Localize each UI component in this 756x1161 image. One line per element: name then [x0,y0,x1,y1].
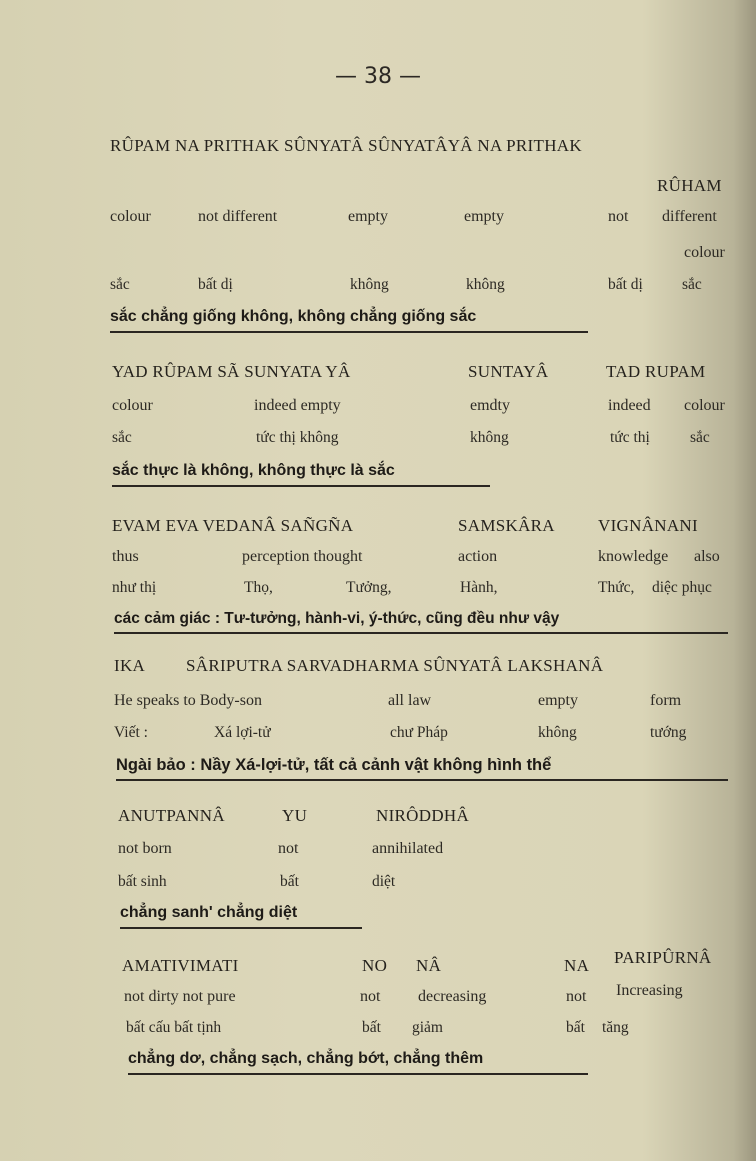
english-gloss-line [0,982,756,1012]
vietnamese-translation: chẳng sanh' chẳng diệt [120,904,298,921]
gloss-word: not [278,840,299,857]
vietnamese-translation: các cảm giác : Tư-tưởng, hành-vi, ý-thức, cũng đều như vậy [114,610,560,627]
gloss-word: Xá lợi-tử [214,724,271,741]
english-gloss-line [0,692,756,716]
gloss-word: colour [684,244,725,261]
sanskrit-line [0,362,756,386]
sanskrit-word: NO [362,956,388,975]
gloss-word: also [694,548,720,565]
gloss-word: tức thị [610,429,650,446]
gloss-word: Tưởng, [346,579,392,596]
gloss-word: bất [280,873,299,890]
gloss-word: Thọ, [244,579,273,596]
gloss-word: action [458,548,498,565]
gloss-word: empty [538,692,578,709]
gloss-word: không [350,276,389,293]
gloss-word: sắc [112,429,132,446]
sanskrit-word: PARIPÛRNÂ [614,948,712,967]
gloss-word: sắc [110,276,130,293]
gloss-word: colour [684,397,725,414]
vietnamese-translation: Ngài bảo : Nầy Xá-lợi-tử, tất cả cảnh vật không hình thể [116,756,552,774]
gloss-word: không [538,724,577,741]
gloss-word: not [566,988,587,1005]
gloss-word: colour [110,208,151,225]
english-gloss-line [0,397,756,421]
gloss-word: Increasing [616,982,683,999]
translation-underline [110,331,588,333]
gloss-word: not [608,208,629,225]
sanskrit-line-continued: RÛHAM [657,176,722,195]
gloss-word: tức thị không [256,429,339,446]
page-number: — 38 — [335,64,421,89]
gloss-word: all law [388,692,432,709]
sanskrit-word: SUNTAYÂ [468,362,549,381]
gloss-word: indeed empty [254,397,341,414]
sanskrit-line: RÛPAM NA PRITHAK SÛNYATÂ SÛNYATÂYÂ NA PRITHAK [110,136,582,155]
gloss-word: not different [198,208,278,225]
vietnamese-translation: sắc thực là không, không thực là sắc [112,462,395,479]
gloss-word: not dirty not pure [124,988,236,1005]
gloss-word: không [470,429,509,446]
vietnamese-translation: chẳng dơ, chẳng sạch, chẳng bớt, chẳng thêm [128,1050,484,1067]
vietnamese-translation: sắc chẳng giống không, không chẳng giống sắc [110,308,477,325]
sanskrit-word: NA [564,956,590,975]
gloss-word: He speaks to Body-son [114,692,262,709]
gloss-word: Hành, [460,579,498,596]
translation-underline [128,1073,588,1075]
gloss-word: sắc [682,276,702,293]
gloss-word: not [360,988,381,1005]
gloss-word: không [466,276,505,293]
sanskrit-word: ANUTPANNÂ [118,806,225,825]
sanskrit-line [0,806,756,830]
vietnamese-gloss-line [0,276,756,300]
gloss-word: knowledge [598,548,669,565]
sanskrit-line [0,948,756,980]
gloss-word: giảm [412,1019,443,1036]
gloss-word: tăng [602,1019,629,1036]
sanskrit-word: TAD RUPAM [606,362,706,381]
gloss-word: Thức, [598,579,635,596]
gloss-word: Viết : [114,724,148,741]
gloss-word: sắc [690,429,710,446]
gloss-word: diệt [372,873,396,890]
gloss-word: thus [112,548,139,565]
gloss-word: not born [118,840,172,857]
gloss-word: bất dị [198,276,233,293]
translation-underline [112,485,490,487]
gloss-word: chư Pháp [390,724,448,741]
sanskrit-word: SÂRIPUTRA SARVADHARMA SÛNYATÂ LAKSHANÂ [186,656,604,675]
translation-underline [120,927,362,929]
vietnamese-gloss-line [0,429,756,453]
gloss-word: bất cấu bất tịnh [126,1019,222,1036]
gloss-word: bất [566,1019,585,1036]
vietnamese-gloss-line [0,724,756,748]
sanskrit-word: VIGNÂNANI [598,516,698,535]
english-gloss-line [0,840,756,864]
sanskrit-word: EVAM EVA VEDANÂ SAÑGÑA [112,516,354,535]
vietnamese-gloss-line [0,1019,756,1043]
gloss-word: colour [112,397,153,414]
sanskrit-word: AMATIVIMATI [122,956,239,975]
gloss-word: empty [348,208,388,225]
vietnamese-gloss-line [0,579,756,603]
gloss-word: emdty [470,397,510,414]
translation-underline [114,632,728,634]
translation-underline [116,779,728,781]
gloss-word: indeed [608,397,651,414]
sanskrit-line [0,516,756,540]
sanskrit-word: YU [282,806,308,825]
vietnamese-gloss-line [0,873,756,897]
sanskrit-word: NÂ [416,956,442,975]
gloss-word: empty [464,208,504,225]
gloss-word: tướng [650,724,687,741]
gloss-word: bất dị [608,276,643,293]
gloss-word: decreasing [418,988,487,1005]
gloss-word: bất sinh [118,873,167,890]
gloss-word: form [650,692,682,709]
gloss-word: diệc phục [652,579,712,596]
gloss-word: annihilated [372,840,444,857]
sanskrit-word: SAMSKÂRA [458,516,555,535]
gloss-word: như thị [112,579,157,596]
sanskrit-word: NIRÔDDHÂ [376,806,470,825]
gloss-word: different [662,208,717,225]
english-gloss-line [0,208,756,232]
english-gloss-line [0,548,756,572]
gloss-word: perception thought [242,548,363,565]
gloss-word: bất [362,1019,381,1036]
sanskrit-line [0,656,756,680]
sanskrit-word: IKA [114,656,146,675]
sanskrit-word: YAD RÛPAM SÃ SUNYATA YÂ [112,362,351,381]
